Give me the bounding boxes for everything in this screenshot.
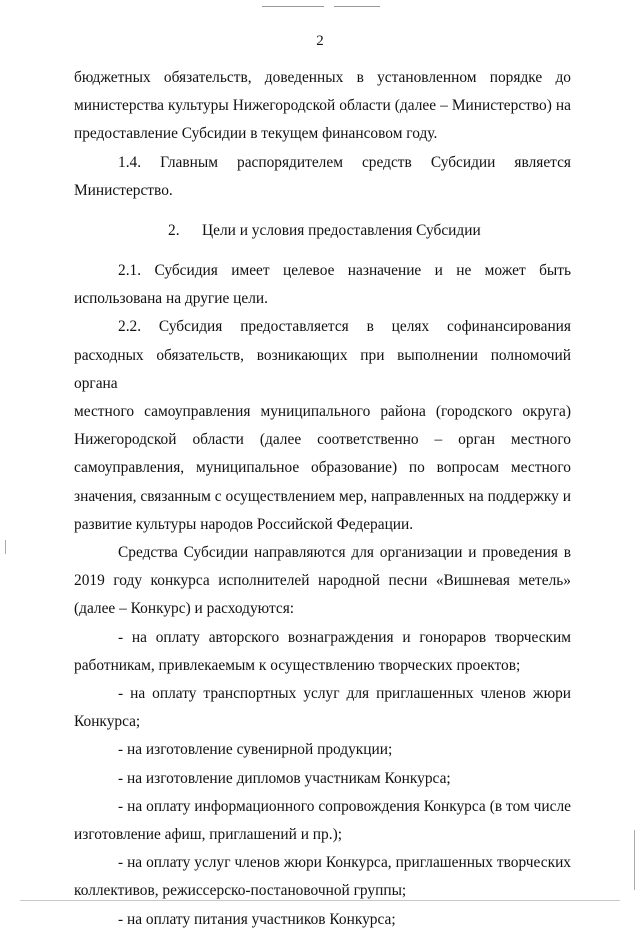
- scan-artifact-left-edge: [5, 540, 6, 554]
- text-line: значения, связанным с осуществлением мер, направленных на поддержку и: [74, 487, 571, 505]
- text-line: самоуправления, муниципальное образование) по вопросам местного: [74, 459, 571, 477]
- text-line: 2.1. Субсидия имеет целевое назначение и не может быть: [118, 262, 571, 280]
- text-line: Министерство.: [74, 181, 173, 199]
- text-line: Конкурса;: [74, 713, 141, 731]
- text-line: расходных обязательств, возникающих при выполнении полномочий органа: [74, 346, 571, 392]
- text-line: - на оплату информационного сопровождения Конкурса (в том числе: [118, 797, 571, 815]
- text-line: развитие культуры народов Российской Федерации.: [74, 515, 414, 533]
- text-line: изготовление афиш, приглашений и пр.);: [74, 826, 342, 844]
- text-line: Нижегородской области (далее соответственно – орган местного: [74, 431, 571, 449]
- list-item: [74, 765, 571, 793]
- text-line: предоставление Субсидии в текущем финансовом году.: [74, 125, 438, 143]
- document-body: [74, 64, 571, 934]
- list-item: [74, 736, 571, 764]
- list-item: [74, 849, 571, 905]
- text-line: - на изготовление сувенирной продукции;: [118, 741, 393, 759]
- section-number: 2.: [168, 222, 180, 240]
- text-line: (далее – Конкурс) и расходуются:: [74, 600, 295, 618]
- page-number: 2: [316, 33, 324, 49]
- text-line: местного самоуправления муниципального района (городского округа): [74, 403, 571, 421]
- text-line: - на оплату питания участников Конкурса;: [118, 910, 396, 928]
- text-line: использована на другие цели.: [74, 290, 268, 308]
- paragraph-2-1-target-purpose: [74, 257, 571, 313]
- text-line: министерства культуры Нижегородской области (далее – Министерство) на: [74, 97, 571, 115]
- text-line: 1.4. Главным распорядителем средств Субсидии является: [118, 153, 571, 171]
- text-line: - на оплату услуг членов жюри Конкурса, приглашенных творческих: [118, 854, 571, 872]
- text-line: коллективов, режиссерско-постановочной группы;: [74, 882, 407, 900]
- list-item: [74, 624, 571, 680]
- paragraph-2-2-cofinancing: [74, 313, 571, 539]
- paragraph-budget-obligations: [74, 64, 571, 149]
- list-item: [74, 906, 571, 934]
- text-line: бюджетных обязательств, доведенных в установленном порядке до: [74, 69, 571, 86]
- text-line: - на изготовление дипломов участникам Конкурса;: [118, 769, 451, 787]
- list-item: [74, 793, 571, 849]
- list-item: [74, 680, 571, 736]
- text-line: Средства Субсидии направляются для организации и проведения в: [118, 544, 571, 562]
- scan-artifact-top-right: [334, 6, 380, 7]
- expense-list: [74, 624, 571, 934]
- scan-artifact-top-left: [262, 6, 324, 7]
- text-line: 2.2. Субсидия предоставляется в целях софинансирования: [118, 318, 571, 336]
- text-line: 2019 году конкурса исполнителей народной песни «Вишневая метель»: [74, 572, 571, 590]
- text-line: - на оплату транспортных услуг для приглашенных членов жюри: [118, 685, 571, 703]
- text-line: работникам, привлекаемым к осуществлению творческих проектов;: [74, 656, 521, 674]
- paragraph-funds-direction: [74, 539, 571, 624]
- paragraph-1-4-main-distributor: [74, 149, 571, 205]
- section-heading-2: [74, 205, 571, 257]
- section-title: Цели и условия предоставления Субсидии: [202, 222, 481, 240]
- text-line: - на оплату авторского вознаграждения и гонораров творческим: [118, 628, 571, 646]
- scan-artifact-right-edge: [634, 830, 635, 890]
